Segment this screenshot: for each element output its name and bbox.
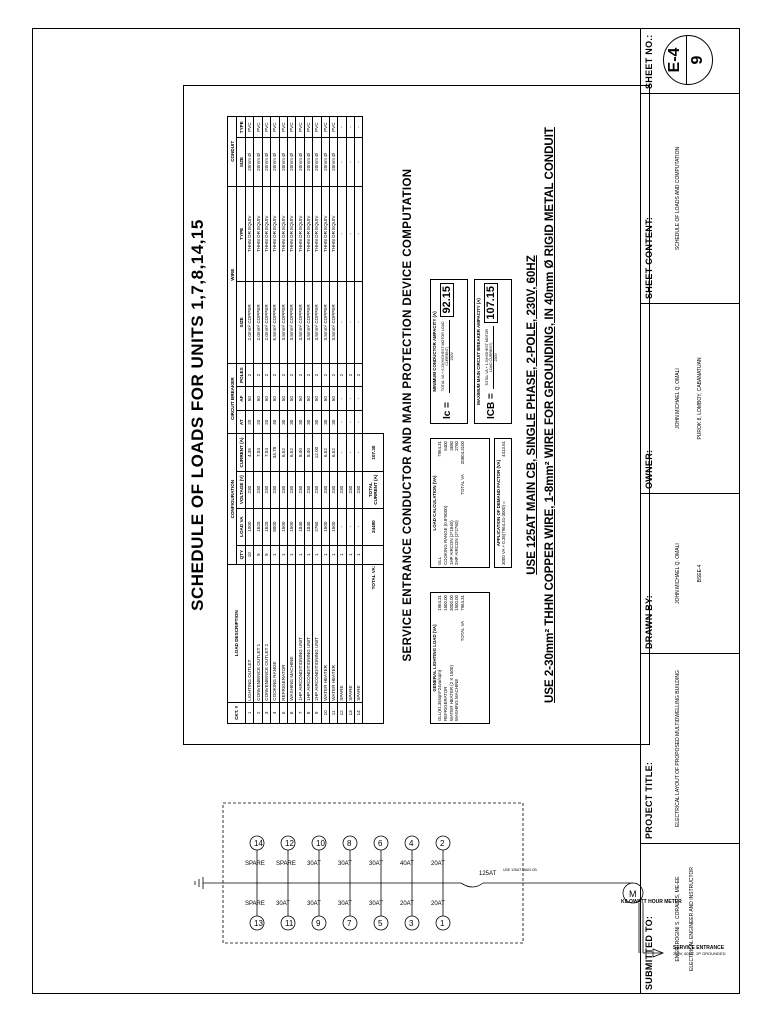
hdr-wire: WIRE xyxy=(228,186,237,363)
sheet-badge xyxy=(663,35,713,85)
breaker-box xyxy=(474,279,512,424)
total-current: 107.30 xyxy=(363,434,384,471)
service-label: SERVICE ENTRANCE xyxy=(673,945,725,951)
content-cell xyxy=(641,94,740,304)
total-va-label: TOTAL VA: xyxy=(363,564,384,723)
branch-breaker-label: 30AT xyxy=(338,901,352,907)
title-strip xyxy=(640,28,740,994)
table-row: 1 LIGHTING OUTLET 10 1000 230 4.35 20 50 2 2.0mm² COPPER THHN OR EQUIV 20mm Ø PVC xyxy=(246,117,254,724)
circuit-number: 4 xyxy=(409,839,414,848)
table-row: 3 CONVENIENCE OUTLET 2 9 1620 230 7.04 20 50 2 2.0mm² COPPER THHN OR EQUIV 20mm Ø PVC xyxy=(262,117,270,724)
branch-breaker-label: SPARE xyxy=(245,901,265,907)
main-cb-sub: USE 125AT MAIN CB xyxy=(503,868,537,872)
schedule-panel xyxy=(183,85,650,745)
table-row: 2 CONVENIENCE OUTLET 1 9 1620 230 7.04 20 50 2 2.0mm² COPPER THHN OR EQUIV 20mm Ø PVC xyxy=(254,117,262,724)
hdr-poles: POLES xyxy=(237,363,246,387)
service-sub: 230V, 60HZ, 2P GROUNDED xyxy=(673,951,726,956)
panel-box xyxy=(223,803,523,943)
schedule-body xyxy=(246,117,384,724)
drawn-sub: BSEE-4 xyxy=(697,564,703,583)
main-cb-symbol xyxy=(461,883,483,887)
table-row: 10 WATER HEATER 1 1500 230 6.52 30 50 2 3.5mm² COPPER THHN OR EQUIV 20mm Ø PVC xyxy=(321,117,329,724)
owner-label: OWNER: xyxy=(644,449,654,489)
breaker-title: MAXIMUM MAIN CIRCUIT BREAKER AMPACITY (A) xyxy=(476,298,481,405)
use-line-1: USE 125AT MAIN CB, SINGLE PHASE, 2-POLE, 230V, 60HZ xyxy=(526,255,538,575)
load-calc-row: COOKING RANGE (0.8*8000) 6400 xyxy=(442,441,448,565)
circuit-number: 13 xyxy=(254,919,263,928)
project-cell xyxy=(641,654,740,844)
table-row: 7 1HP AIRCONDITIONING UNIT 1 1840 230 8.00 30 50 2 3.5mm² COPPER THHN OR EQUIV 20mm Ø PVC xyxy=(296,117,304,724)
table-row: 13 SPARE 1 - 230 - - - 2 - - - - xyxy=(346,117,354,724)
sheet-label: SHEET NO.: xyxy=(644,34,654,89)
gll-row: WATER HEATER (2 X 1500) 3000.00 xyxy=(448,595,454,721)
table-row: 6 WASHING MACHINE 1 1500 230 6.52 30 50 2 3.5mm² COPPER THHN OR EQUIV 20mm Ø PVC xyxy=(287,117,295,724)
ampacity-formula: TOTAL VA + 0.25(HIGHEST MOTOR LOAD CURRENT) xyxy=(440,321,449,392)
load-calc-total: TOTAL VA 20804.3100 xyxy=(460,441,466,495)
circuit-number: 1 xyxy=(440,919,445,928)
general-lighting-box xyxy=(430,592,490,724)
breaker-denominator: 230V xyxy=(493,353,498,362)
total-va: 24480 xyxy=(363,508,384,545)
demand-factor-box xyxy=(494,438,512,568)
branch-breaker-label: 20AT xyxy=(431,901,445,907)
branch-breaker-label: 30AT xyxy=(307,861,321,867)
submitted-name: ENGR. ROGINI S. CORALES, ME-EE xyxy=(675,876,681,962)
owner-sub: PUROK 8, LOMBOY, CABANATUAN xyxy=(697,357,703,440)
hdr-current: CURRENT (A) xyxy=(237,434,246,471)
circuit-number: 3 xyxy=(409,919,414,928)
circuit-number: 10 xyxy=(316,839,325,848)
circuit-number: 12 xyxy=(285,839,294,848)
main-cb: 125AT xyxy=(479,871,497,877)
project-title: ELECTRICAL LAYOUT OF PROPOSED MULTIDWELLING BUILDING xyxy=(675,670,681,827)
schedule-title: SCHEDULE OF LOADS FOR UNITS 1,7,8,14,15 xyxy=(188,219,207,611)
table-row: 9 2HP AIRCONDITIONING UNIT 1 2760 230 12.00 30 50 2 3.5mm² COPPER THHN OR EQUIV 20mm Ø PVC xyxy=(313,117,321,724)
total-current-label: TOTAL CURRENT (A) xyxy=(363,471,384,508)
breaker-formula: TOTAL VA + 1.5(HIGHEST MOTOR LOAD CURRENT) xyxy=(485,326,494,389)
circuit-number: 5 xyxy=(378,919,383,928)
branch-breaker-label: 30AT xyxy=(307,901,321,907)
hdr-qty: QTY xyxy=(237,545,246,564)
drawing-frame xyxy=(32,28,740,994)
table-row: 8 1HP AIRCONDITIONING UNIT 1 1840 230 8.00 30 50 2 3.5mm² COPPER THHN OR EQUIV 20mm Ø PVC xyxy=(304,117,312,724)
breaker-value: 107.15 xyxy=(484,283,498,323)
table-row: 14 SPARE 1 - 230 - - - 2 - - - - xyxy=(355,117,363,724)
circuit-number: 11 xyxy=(285,919,294,928)
circuit-number: 9 xyxy=(316,919,321,928)
hdr-at: AT xyxy=(237,410,246,434)
drawn-cell xyxy=(641,494,740,654)
sheet-cell xyxy=(641,28,740,94)
demand-factor-title: APPLICATION OF DEMAND FACTOR (VA) xyxy=(496,459,501,547)
table-row: 11 WATER HEATER 1 1500 230 6.52 30 50 2 3.5mm² COPPER THHN OR EQUIV 20mm Ø PVC xyxy=(329,117,337,724)
branch-breaker-label: SPARE xyxy=(276,861,296,867)
hdr-wire-size: SIZE xyxy=(237,281,246,363)
ampacity-box xyxy=(430,279,468,424)
gll-title: GENERAL LIGHTING LOAD (VA) xyxy=(432,624,437,692)
hdr-configuration: CONFIGURATION xyxy=(228,434,237,564)
meter-label: KILOWATT HOUR METER xyxy=(621,899,682,905)
ampacity-denominator: 230V xyxy=(449,352,454,361)
branch-breaker-label: 30AT xyxy=(276,901,290,907)
project-label: PROJECT TITLE: xyxy=(644,761,654,839)
drawn-label: DRAWN BY: xyxy=(644,594,654,649)
hdr-voltage: VOLTAGE (V) xyxy=(237,471,246,508)
drawn-name: JOHN MICHAEL Q. OMALI xyxy=(675,543,681,604)
circuit-number: 6 xyxy=(378,839,383,848)
ampacity-title: MINIMUM CONDUCTOR AMPACITY (A) xyxy=(432,311,437,392)
owner-cell xyxy=(641,304,740,494)
circuit-number: 7 xyxy=(347,919,352,928)
ampacity-label: Ic = xyxy=(441,402,453,419)
circuit-number: 8 xyxy=(347,839,352,848)
branch-breaker-label: 40AT xyxy=(400,861,414,867)
hdr-circuit-breaker: CIRCUIT BREAKER xyxy=(228,363,237,434)
gll-row: GLL(81.35sqm*24va/sqm) 1964.31 xyxy=(437,595,442,721)
load-calc-box xyxy=(430,438,490,568)
submitted-label: SUBMITTED TO: xyxy=(644,915,654,990)
hdr-conduit-size: SIZE xyxy=(237,138,246,186)
gll-total: TOTAL VA 7964.31 xyxy=(460,595,466,642)
demand-factor-row: 3000 VA + 0.35(7964.31-3000) = 4413.51 xyxy=(501,441,506,565)
table-row: 4 COOKING RANGE 1 8000 230 34.78 40 50 2 5.5mm² COPPER THHN OR EQUIV 20mm Ø PVC xyxy=(271,117,279,724)
hdr-ckt: CKT. # xyxy=(228,702,246,723)
circuit-number: 2 xyxy=(440,839,445,848)
circuit-number: 14 xyxy=(254,839,263,848)
schedule-table xyxy=(227,116,384,724)
hdr-load-va: LOAD VA xyxy=(237,508,246,545)
hdr-wire-type: TYPE xyxy=(237,186,246,281)
totals-row xyxy=(363,117,384,724)
load-calc-row: 2HP AIRCON (2*2760) 2760 xyxy=(454,441,460,565)
content-label: SHEET CONTENT: xyxy=(644,216,654,299)
branch-breaker-label: 30AT xyxy=(369,901,383,907)
service-title: SERVICE ENTRANCE CONDUCTOR AND MAIN PROTECTION DEVICE COMPUTATION xyxy=(402,168,414,662)
hdr-conduit: CONDUIT xyxy=(228,117,237,187)
branch-breaker-label: 30AT xyxy=(369,861,383,867)
hdr-af: AF xyxy=(237,387,246,411)
load-calc-row: 1HP AIRCON (2*1840) 3680 xyxy=(448,441,454,565)
use-line-2: USE 2-30mm² THHN COPPER WIRE, 1-8mm² WIRE FOR GROUNDING, IN 40mm Ø RIGID METAL CONDUIT xyxy=(544,127,556,703)
gll-row: REFRIGERATOR 1500.00 xyxy=(442,595,448,721)
meter-letter: M xyxy=(629,889,637,899)
table-row: 5 REFRIGERATOR 1 1500 230 6.52 30 50 2 3.5mm² COPPER THHN OR EQUIV 20mm Ø PVC xyxy=(279,117,287,724)
branch-breaker-label: 30AT xyxy=(338,861,352,867)
sheet-content: SCHEDULE OF LOADS AND COMPUTATION xyxy=(675,146,681,251)
sheet-number: 9 xyxy=(689,55,706,65)
submitted-cell xyxy=(641,844,740,994)
submitted-role: ELECTRICAL ENGINEER AND INSTRUCTOR xyxy=(689,867,695,971)
owner-name: JOHN MICHAEL Q. OMALI xyxy=(675,368,681,429)
table-row: 12 SPARE 1 - 230 - - - 2 - - - - xyxy=(338,117,346,724)
gll-row: WASHING MACHINE 1500.00 xyxy=(454,595,460,721)
hdr-load-desc: LOAD DESCRIPTION xyxy=(228,564,246,702)
load-calc-row: GLL 7964.31 xyxy=(437,441,442,565)
sheet-code: E-4 xyxy=(664,36,687,84)
ampacity-value: 92.15 xyxy=(440,283,454,317)
hdr-conduit-type: TYPE xyxy=(237,117,246,138)
load-calc-title: LOAD CALCULATION (VA) xyxy=(432,475,437,531)
breaker-label: ICB = xyxy=(485,393,497,419)
branch-breaker-label: 20AT xyxy=(431,861,445,867)
branch-breaker-label: 20AT xyxy=(400,901,414,907)
branch-breaker-label: SPARE xyxy=(245,861,265,867)
